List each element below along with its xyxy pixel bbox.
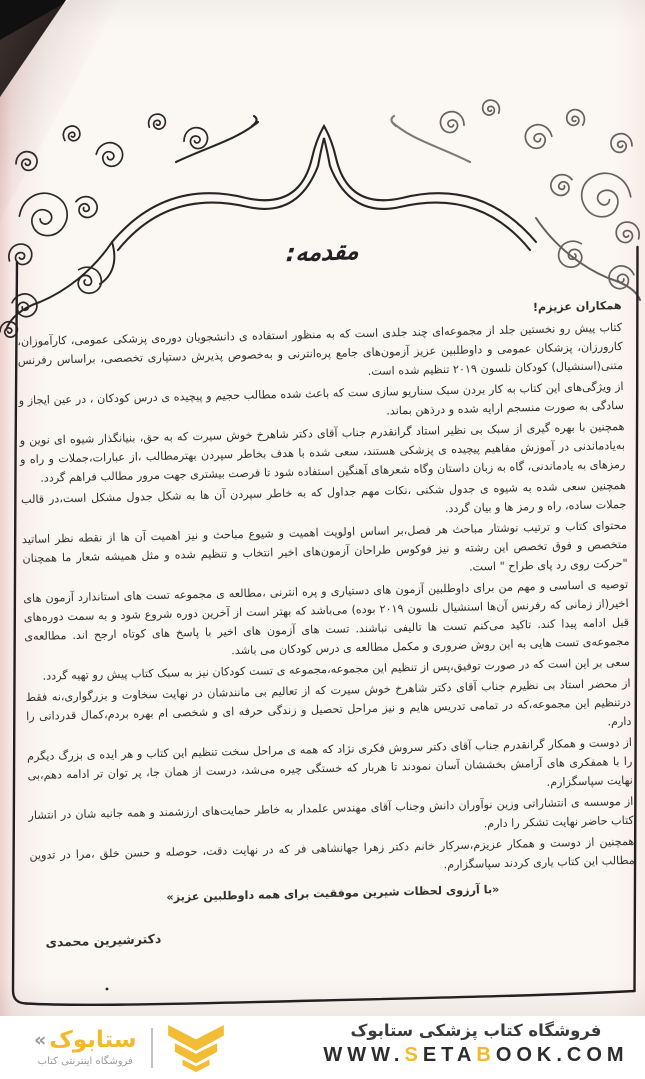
preface-paragraph: سعی بر این است که در صورت توفیق،پس از تنظیم این مجموعه،مجموعه ی تست کودکان نیز به سبک کتاب پیش رو تهیه گردد. bbox=[42, 655, 631, 683]
preface-paragraph: همچنین سعی شده به شیوه ی جدول شکنی ،نکات مهم جداول که به خاطر سپردن آن ها به شکل جدول مشکل است،در قالب جملات ساده، راه و رمز ها و بیان گردد. bbox=[20, 478, 627, 516]
setabook-chevron-icon bbox=[165, 1024, 227, 1072]
guillemet-mark: « bbox=[34, 1029, 47, 1051]
greeting-line: همکاران عزیزم! bbox=[532, 298, 622, 315]
author-signature: دکترشیرین محمدی bbox=[45, 930, 162, 950]
corner-flourish-left bbox=[0, 112, 208, 337]
preface-title: مقدمه: bbox=[285, 236, 360, 268]
logo-divider bbox=[151, 1028, 153, 1068]
closing-wish: «با آرزوی لحظات شیرین موفقیت برای همه داوطلبین عزیز» bbox=[166, 883, 500, 904]
store-url: WWW.SETABOOK.COM bbox=[323, 1044, 629, 1066]
preface-paragraph: از محضر استاد بی نظیرم جناب آقای دکتر شاهرخ خوش سیرت که از تعالیم بی مانندشان در نهایت سخاوت و بزرگواری،نه فقط درتنظیم این مجموعه،که در تمامی تدریس هایم و نیز مراحل تحصیل و زندگی حرفه ای و شخصی ام بهره بردم،کمال قدردانی را دارم. bbox=[25, 676, 632, 729]
store-footer-text bbox=[318, 1021, 634, 1067]
preface-paragraph: از دوست و همکار گرانقدرم جناب آقای دکتر سروش فکری نژاد که همه ی مراحل سخت تنظیم این کتاب و هر ایده ی بزرگ دیگرم را با همفکری های آرامش بخششان آسان نمودند تا هربار که خستگی چیره می‌شد، درست از همان جا، پر توان تر ادامه دهم،بی نهایت سپاسگزارم. bbox=[26, 735, 633, 789]
store-name: فروشگاه کتاب پزشکی ستابوک bbox=[350, 1021, 602, 1040]
preface-paragraph: همچنین از دوست و همکار عزیزم،سرکار خانم دکتر زهرا جهانشاهی فر که در نهایت دقت، حوصله و حسن خلق ،مرا در تدوین مطالب این کتاب یاری کردند سپاسگزارم. bbox=[29, 834, 635, 872]
setabook-logo bbox=[34, 1024, 227, 1072]
preface-body bbox=[17, 296, 637, 949]
setabook-wordmark: « ستابوک bbox=[34, 1027, 137, 1053]
store-footer bbox=[0, 1016, 645, 1079]
corner-flourish-right bbox=[440, 98, 642, 300]
preface-paragraph: از موسسه ی انتشاراتی وزین نوآوران دانش وجناب آقای مهندس علمدار به خاطر حمایت‌های ارزشمند و همه جانبه شان در انتشار کتاب حاضر نهایت تشکر را دارم. bbox=[28, 794, 634, 831]
preface-paragraph: محتوای کتاب و ترتیب نوشتار مباحث هر فصل،بر اساس اولویت اهمیت و شیوع مباحث و نیز اهمیت آن ها از نقطه نظر اساتید متخصص و فوق تخصص این رشته و نیز فوکوس طراحان آزمون‌های اخیر انتخاب و تنظیم شده و مثل همیشه شعار ما همچنان "حرکت روی رد پای طراح " است. bbox=[21, 518, 628, 574]
preface-paragraph: کتاب پیش رو نخستین جلد از مجموعه‌ای چند جلدی است که به منظور استفاده ی دانشجویان دوره‌ی پزشکی عمومی، کارآموزان، کارورزان، پزشکان عمومی و داوطلبین عزیز آزمون‌های جامع پره‌انترنی و به‌خصوص پذیرش دستیاری تخصصی، براساس رفرنس متنی(اسنشیال) کودکان نلسون ۲۰۱۹ تنظیم شده است. bbox=[17, 320, 624, 378]
preface-paragraph: همچنین با بهره گیری از سبک بی نظیر استاد گرانقدرم جناب آقای دکتر شاهرخ خوش سیرت که به حق، بنیانگذار شیوه ای نوین و به‌یادماندنی در آموزش مفاهیم پیچیده ی پزشکی هستند، سعی شده با هدف بخاطر سپردن بهترمطالب ،از عبارات،جملات و راه و رمزهای به یادماندنی، گاه به زبان داستان وگاه شعرهای آهنگین استفاده شود تا فرصت بیشتری جهت مرور مطالب فراهم گردد. bbox=[19, 419, 626, 485]
preface-paragraph: توصیه ی اساسی و مهم من برای داوطلبین آزمون های دستیاری و پره انترنی ،مطالعه ی مجموعه تست های استاندارد آزمون های اخیر(از زمانی که رفرنس آن‌ها اسنشیال نلسون ۲۰۱۹ بوده) می‌باشد که بهتر است از آخرین دوره شروع شود و به سمت دوره‌های قبل ادامه پیدا کند. تاکید می‌کنم تست ها تالیفی نباشند. تست های آزمون های اخیر با پاسخ های کوتاه ارجح اند. مطالعه‌ی مجموعه‌ی تست هایی به این روش ضروری و مکمل مطالعه ی درس کودکان می باشد. bbox=[23, 577, 630, 658]
preface-paragraph: از ویژگی‌های این کتاب به کار بردن سبک سناریو سازی ست که باعث شده مطالب حجیم و پیچیده ی درس کودکان ، در عین ایجاز و سادگی به صورت منسجم ارایه شده و درذهن بماند. bbox=[18, 379, 625, 418]
arch-ornament bbox=[112, 116, 536, 250]
logo-tagline: فروشگاه اینترنتی کتاب bbox=[37, 1056, 133, 1067]
